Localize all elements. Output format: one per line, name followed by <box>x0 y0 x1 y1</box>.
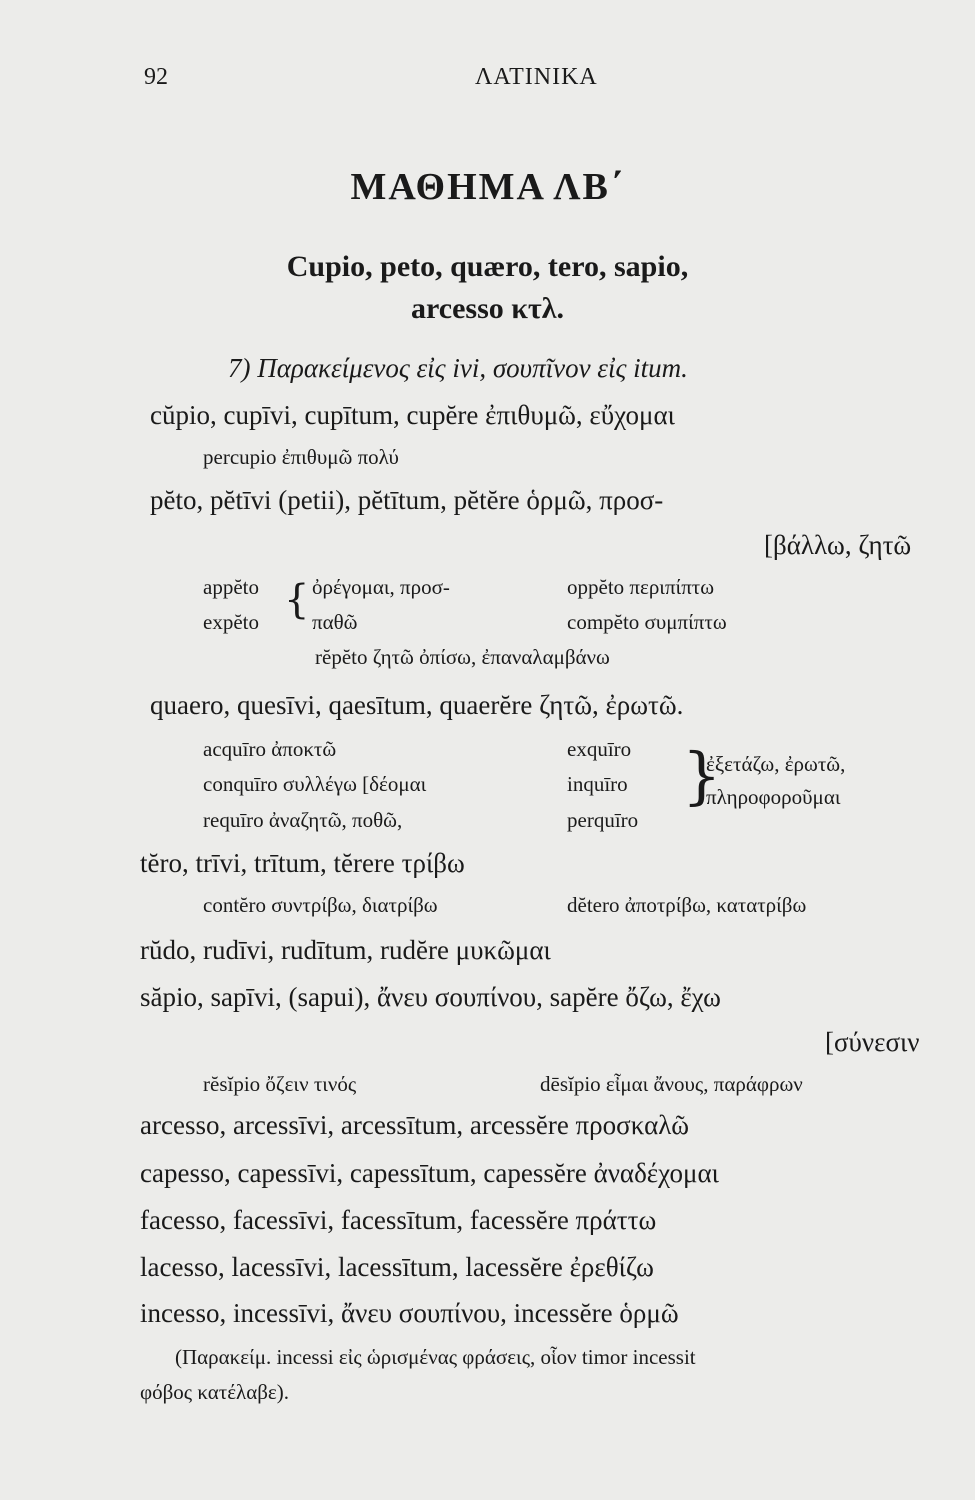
entry-facesso: facesso, facessīvi, facessītum, facessĕre πράττω <box>140 1205 657 1235</box>
entry-desipio: dēsĭpio εἶμαι ἄνους, παράφρων <box>540 1072 803 1096</box>
page-number: 92 <box>144 64 168 90</box>
entry-detero: dĕtero ἀποτρίβω, κατατρίβω <box>567 893 807 917</box>
entry-cupio: cŭpio, cupīvi, cupītum, cupĕre ἐπιθυμῶ, εὔχομαι <box>150 400 675 430</box>
entry-sapio: săpio, sapīvi, (sapui), ἄνευ σουπίνου, sapĕre ὄζω, ἔχω <box>140 982 721 1012</box>
entry-inquiro: inquīro <box>567 772 628 796</box>
entry-contero: contĕro συντρίβω, διατρίβω <box>203 893 438 917</box>
entry-resipio: rĕsĭpio ὄζειν τινός <box>203 1072 357 1096</box>
gloss-quiro-group-1: ἐξετάζω, ἐρωτῶ, <box>706 752 846 776</box>
rule-heading: 7) Παρακείμενος εἰς ivi, σουπῖνον εἰς itum. <box>228 353 688 383</box>
note-line-2: φόβος κατέλαβε). <box>140 1380 289 1404</box>
note-line-1: (Παρακείμ. incessi εἰς ὡρισμένας φράσεις, οἷον timor incessit <box>175 1345 696 1369</box>
entry-peto-continuation: [βάλλω, ζητῶ <box>764 530 912 560</box>
entry-exquiro: exquīro <box>567 737 632 761</box>
brace-quiro-group: } <box>682 739 722 812</box>
entry-quaero: quaero, quesīvi, qaesītum, quaerĕre ζητῶ, ἐρωτῶ. <box>150 690 684 720</box>
gloss-expeto: παθῶ <box>312 610 358 634</box>
entry-peto: pĕto, pĕtīvi (petii), pĕtītum, pĕtĕre ὁρμῶ, προσ- <box>150 485 664 515</box>
entry-capesso: capesso, capessīvi, capessītum, capessĕre ἀναδέχομαι <box>140 1158 719 1188</box>
brace-appeto-expeto: { <box>284 577 310 623</box>
subtitle-line-2: arcesso κτλ. <box>411 292 564 325</box>
lesson-title: ΜΑΘΗΜΑ ΛΒ΄ <box>350 166 625 208</box>
entry-acquiro: acquīro ἀποκτῶ <box>203 737 337 761</box>
entry-oppeto: oppĕto περιπίπτω <box>567 575 715 599</box>
entry-conquiro: conquīro συλλέγω [δέομαι <box>203 772 427 796</box>
gloss-appeto: ὀρέγομαι, προσ- <box>312 575 450 599</box>
entry-repeto: rĕpĕto ζητῶ ὀπίσω, ἐπαναλαμβάνω <box>315 645 610 669</box>
entry-competo: compĕto συμπίπτω <box>567 610 727 634</box>
entry-incesso: incesso, incessīvi, ἄνευ σουπίνου, incessĕre ὁρμῶ <box>140 1298 679 1328</box>
entry-arcesso: arcesso, arcessīvi, arcessītum, arcessĕre προσκαλῶ <box>140 1110 690 1140</box>
entry-expeto: expĕto <box>203 610 259 634</box>
entry-percupio: percupio ἐπιθυμῶ πολύ <box>203 445 399 469</box>
entry-sapio-continuation: [σύνεσιν <box>825 1027 920 1057</box>
entry-rudo: rŭdo, rudīvi, rudītum, rudĕre μυκῶμαι <box>140 935 551 965</box>
running-head: ΛΑΤΙΝΙΚΑ <box>475 64 598 90</box>
gloss-quiro-group-2: πληροφοροῦμαι <box>706 785 841 809</box>
entry-perquiro: perquīro <box>567 808 639 832</box>
entry-appeto: appĕto <box>203 575 259 599</box>
entry-lacesso: lacesso, lacessīvi, lacessītum, lacessĕre ἐρεθίζω <box>140 1252 654 1282</box>
entry-requiro: requīro ἀναζητῶ, ποθῶ, <box>203 808 403 832</box>
entry-tero: tĕro, trīvi, trītum, tĕrere τρίβω <box>140 848 465 878</box>
subtitle-line-1: Cupio, peto, quæro, tero, sapio, <box>286 250 689 283</box>
